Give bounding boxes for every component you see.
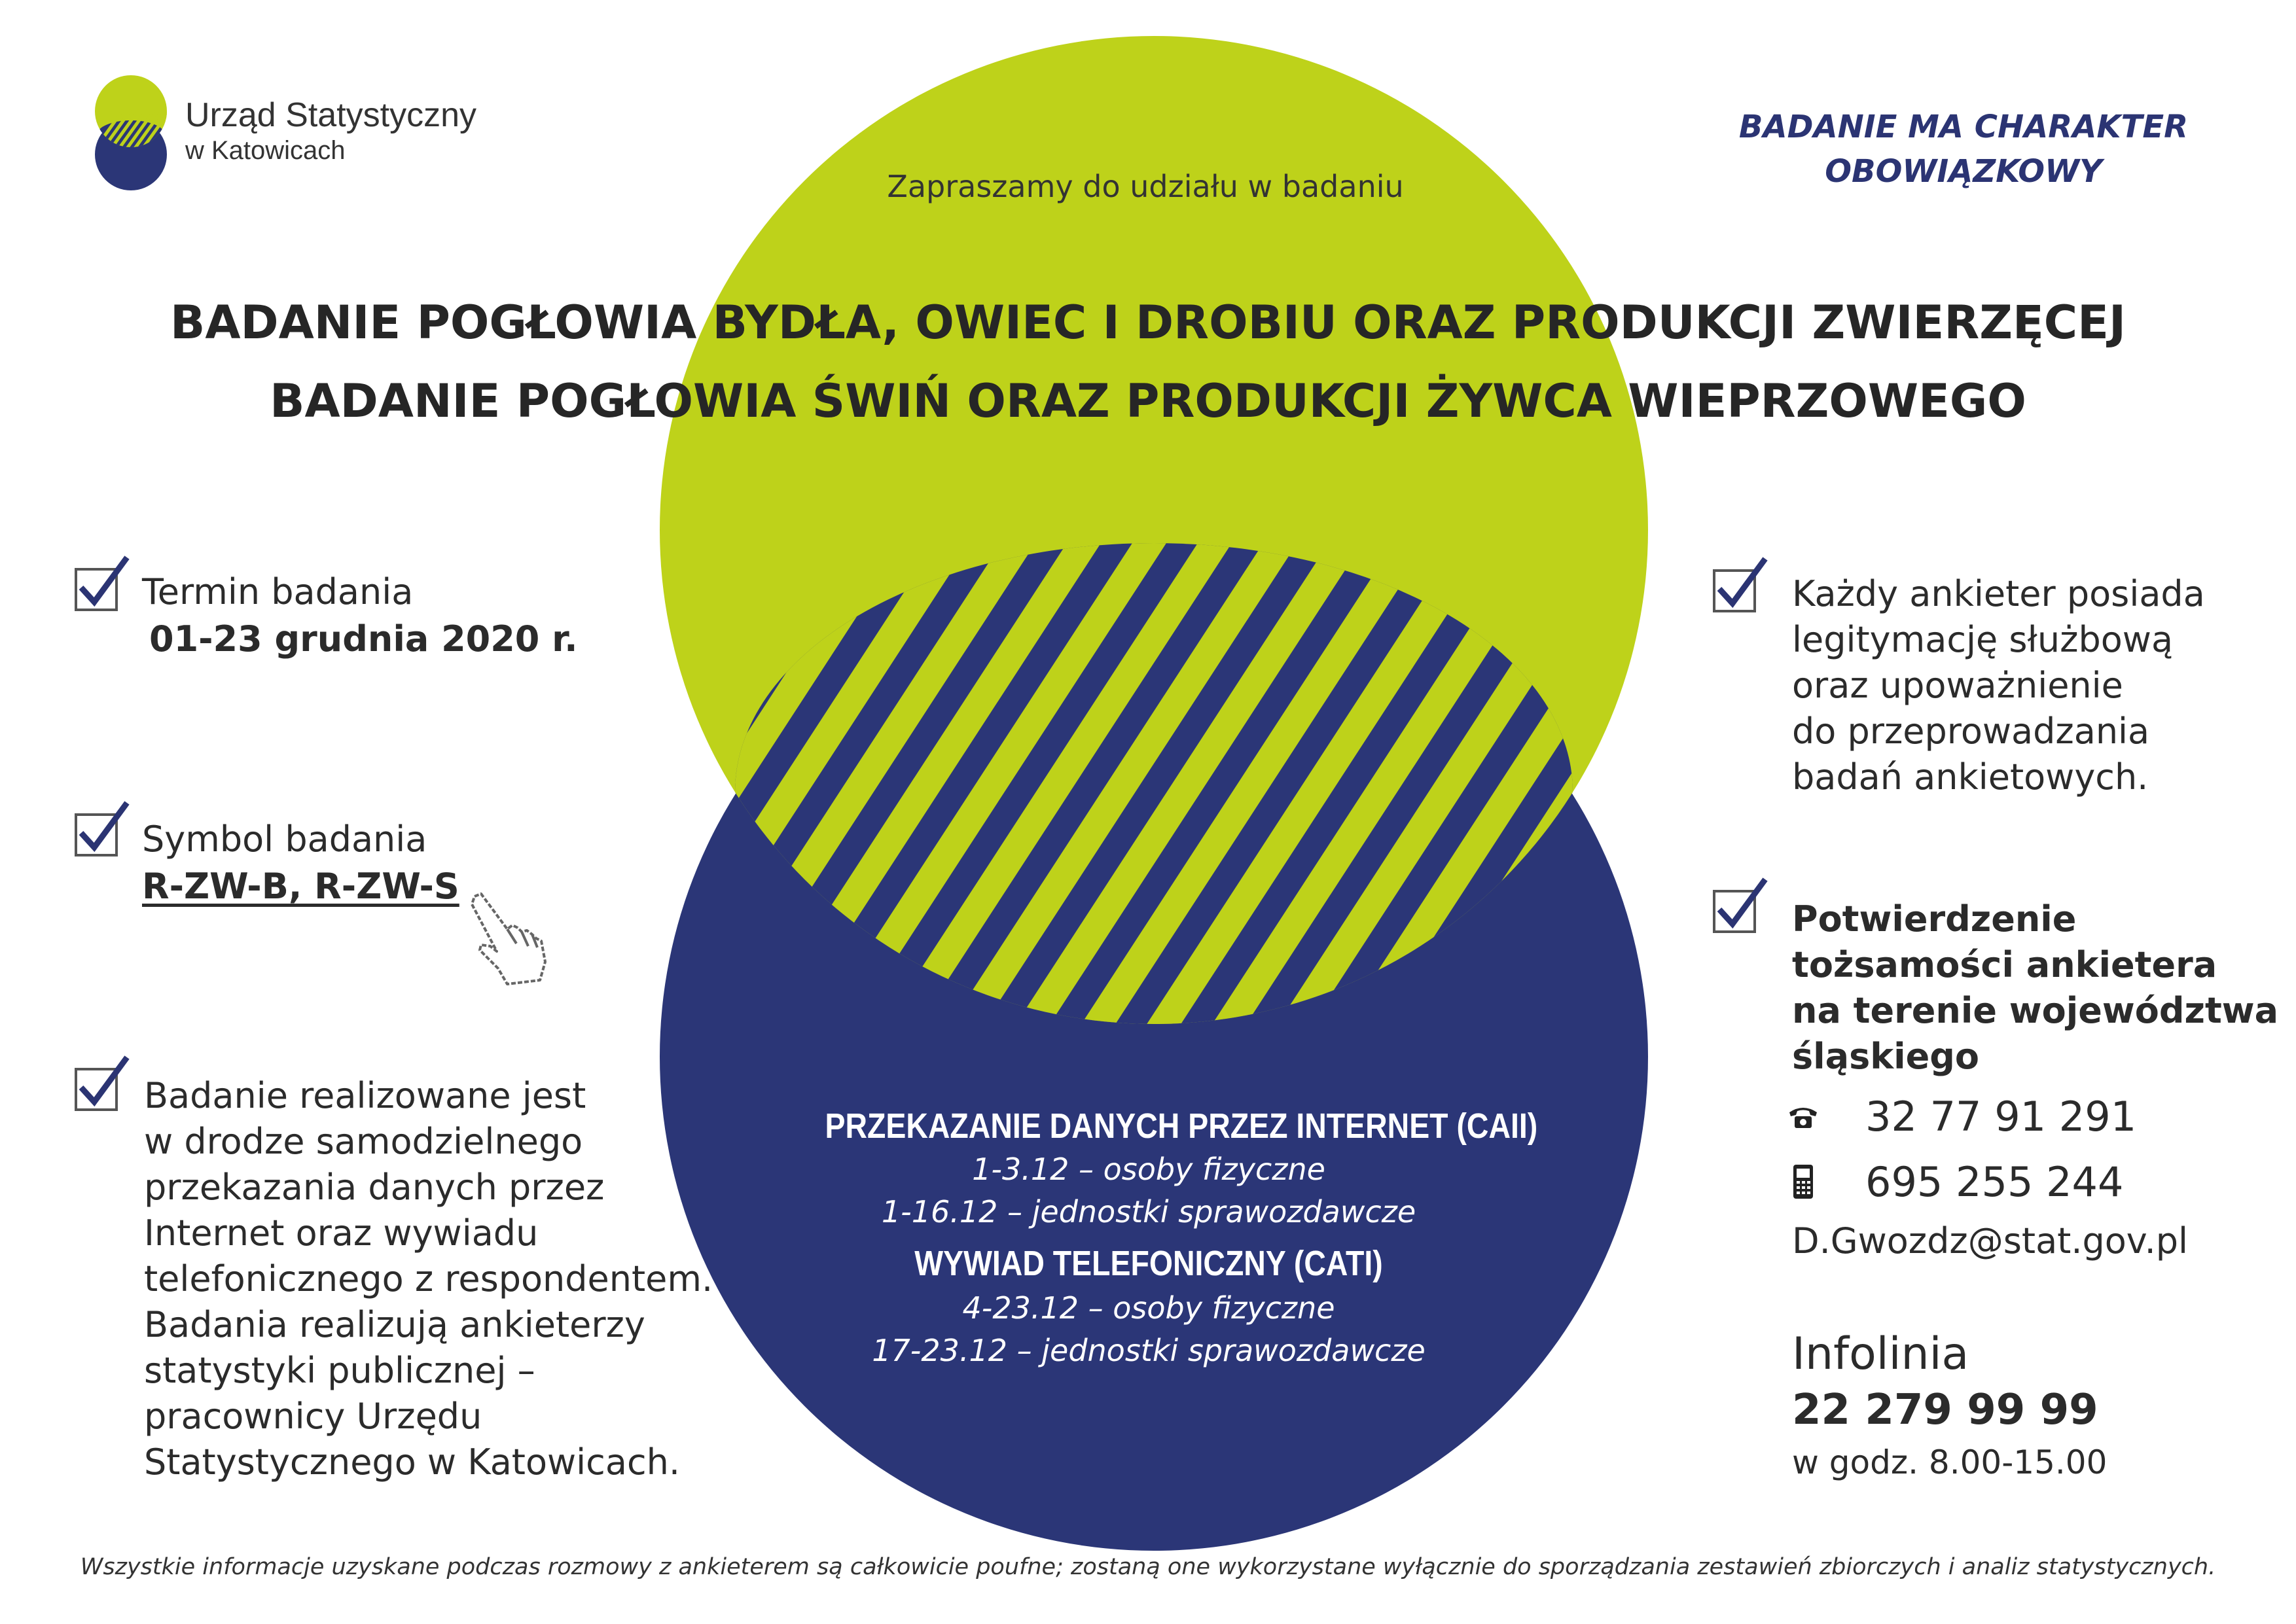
cati-item: 4-23.12 – osoby fizyczne [962, 1290, 1335, 1326]
id-line: Każdy ankieter posiada [1792, 573, 2205, 614]
checkbox-check-icon [1712, 556, 1770, 615]
cati-item: 17-23.12 – jednostki sprawozdawcze [872, 1333, 1426, 1368]
email-link[interactable]: D.Gwozdz@stat.gov.pl [1792, 1220, 2189, 1262]
method-line: Badanie realizowane jest [144, 1075, 586, 1116]
checkbox-check-icon [1712, 877, 1770, 936]
confirm-line: Potwierdzenie [1792, 898, 2077, 940]
pointing-hand-icon [461, 890, 550, 988]
mandatory-notice [1702, 105, 2225, 194]
method-line: Badania realizują ankieterzy [144, 1304, 645, 1345]
mobile-phone-icon [1792, 1163, 1814, 1200]
confidentiality-footer: Wszystkie informacje uzyskane podczas rozmowy z ankieterem są całkowicie poufne; zostaną one wykorzystane wyłącznie do sporządzania zestawień zbiorczych i analiz statystycznych. [80, 1554, 2216, 1580]
caii-item: 1-3.12 – osoby fizyczne [972, 1152, 1325, 1187]
method-text [144, 1073, 713, 1485]
method-line: telefonicznego z respondentem. [144, 1258, 713, 1299]
caii-title: PRZEKAZANIE DANYCH PRZEZ INTERNET (CAII) [825, 1106, 1538, 1146]
method-line: w drodze samodzielnego [144, 1121, 583, 1162]
caii-item: 1-16.12 – jednostki sprawozdawcze [881, 1194, 1416, 1229]
lime-stripes [342, 530, 2026, 1053]
confirm-line: na terenie województwa [1792, 990, 2279, 1031]
symbol-value: R-ZW-B, R-ZW-S [142, 866, 459, 907]
mandatory-line-2: OBOWIĄZKOWY [1825, 153, 2102, 190]
symbol-label: Symbol badania [142, 819, 427, 860]
id-line: do przeprowadzania [1792, 711, 2150, 752]
method-line: statystyki publicznej – [144, 1350, 535, 1391]
infoline-hours: w godz. 8.00-15.00 [1792, 1443, 2108, 1481]
infoline-number: 22 279 99 99 [1792, 1386, 2098, 1434]
logo-city: w Katowicach [185, 136, 346, 165]
cati-title: WYWIAD TELEFONICZNY (CATI) [914, 1244, 1383, 1283]
mobile-number: 695 255 244 [1865, 1158, 2124, 1206]
infoline-label: Infolinia [1792, 1328, 1969, 1380]
term-value: 01-23 grudnia 2020 r. [149, 618, 578, 660]
invite-text: Zapraszamy do udziału w badaniu [887, 169, 1404, 204]
telephone-icon [1787, 1104, 1820, 1131]
confirm-text [1792, 896, 2278, 1080]
method-line: Internet oraz wywiadu [144, 1212, 539, 1254]
checkbox-check-icon [73, 1055, 132, 1114]
page-title-2: BADANIE POGŁOWIA ŚWIŃ ORAZ PRODUKCJI ŻYWCA WIEPRZOWEGO [270, 374, 2026, 428]
id-text [1792, 571, 2205, 800]
logo-mark-icon [85, 71, 177, 195]
checkbox-check-icon [73, 555, 132, 614]
id-line: oraz upoważnienie [1792, 665, 2123, 706]
term-label: Termin badania [142, 571, 414, 612]
id-line: legitymację służbową [1792, 619, 2174, 660]
method-line: pracownicy Urzędu [144, 1396, 482, 1437]
confirm-line: tożsamości ankietera [1792, 944, 2217, 985]
logo-name: Urząd Statystyczny [185, 96, 477, 134]
id-line: badań ankietowych. [1792, 756, 2149, 798]
confirm-line: śląskiego [1792, 1036, 1980, 1077]
mandatory-line-1: BADANIE MA CHARAKTER [1738, 109, 2189, 145]
method-line: przekazania danych przez [144, 1167, 605, 1208]
method-line: Statystycznego w Katowicach. [144, 1441, 681, 1483]
phone-number: 32 77 91 291 [1865, 1093, 2137, 1140]
page-title-1: BADANIE POGŁOWIA BYDŁA, OWIEC I DROBIU ORAZ PRODUKCJI ZWIERZĘCEJ [170, 296, 2126, 349]
checkbox-check-icon [73, 800, 132, 859]
